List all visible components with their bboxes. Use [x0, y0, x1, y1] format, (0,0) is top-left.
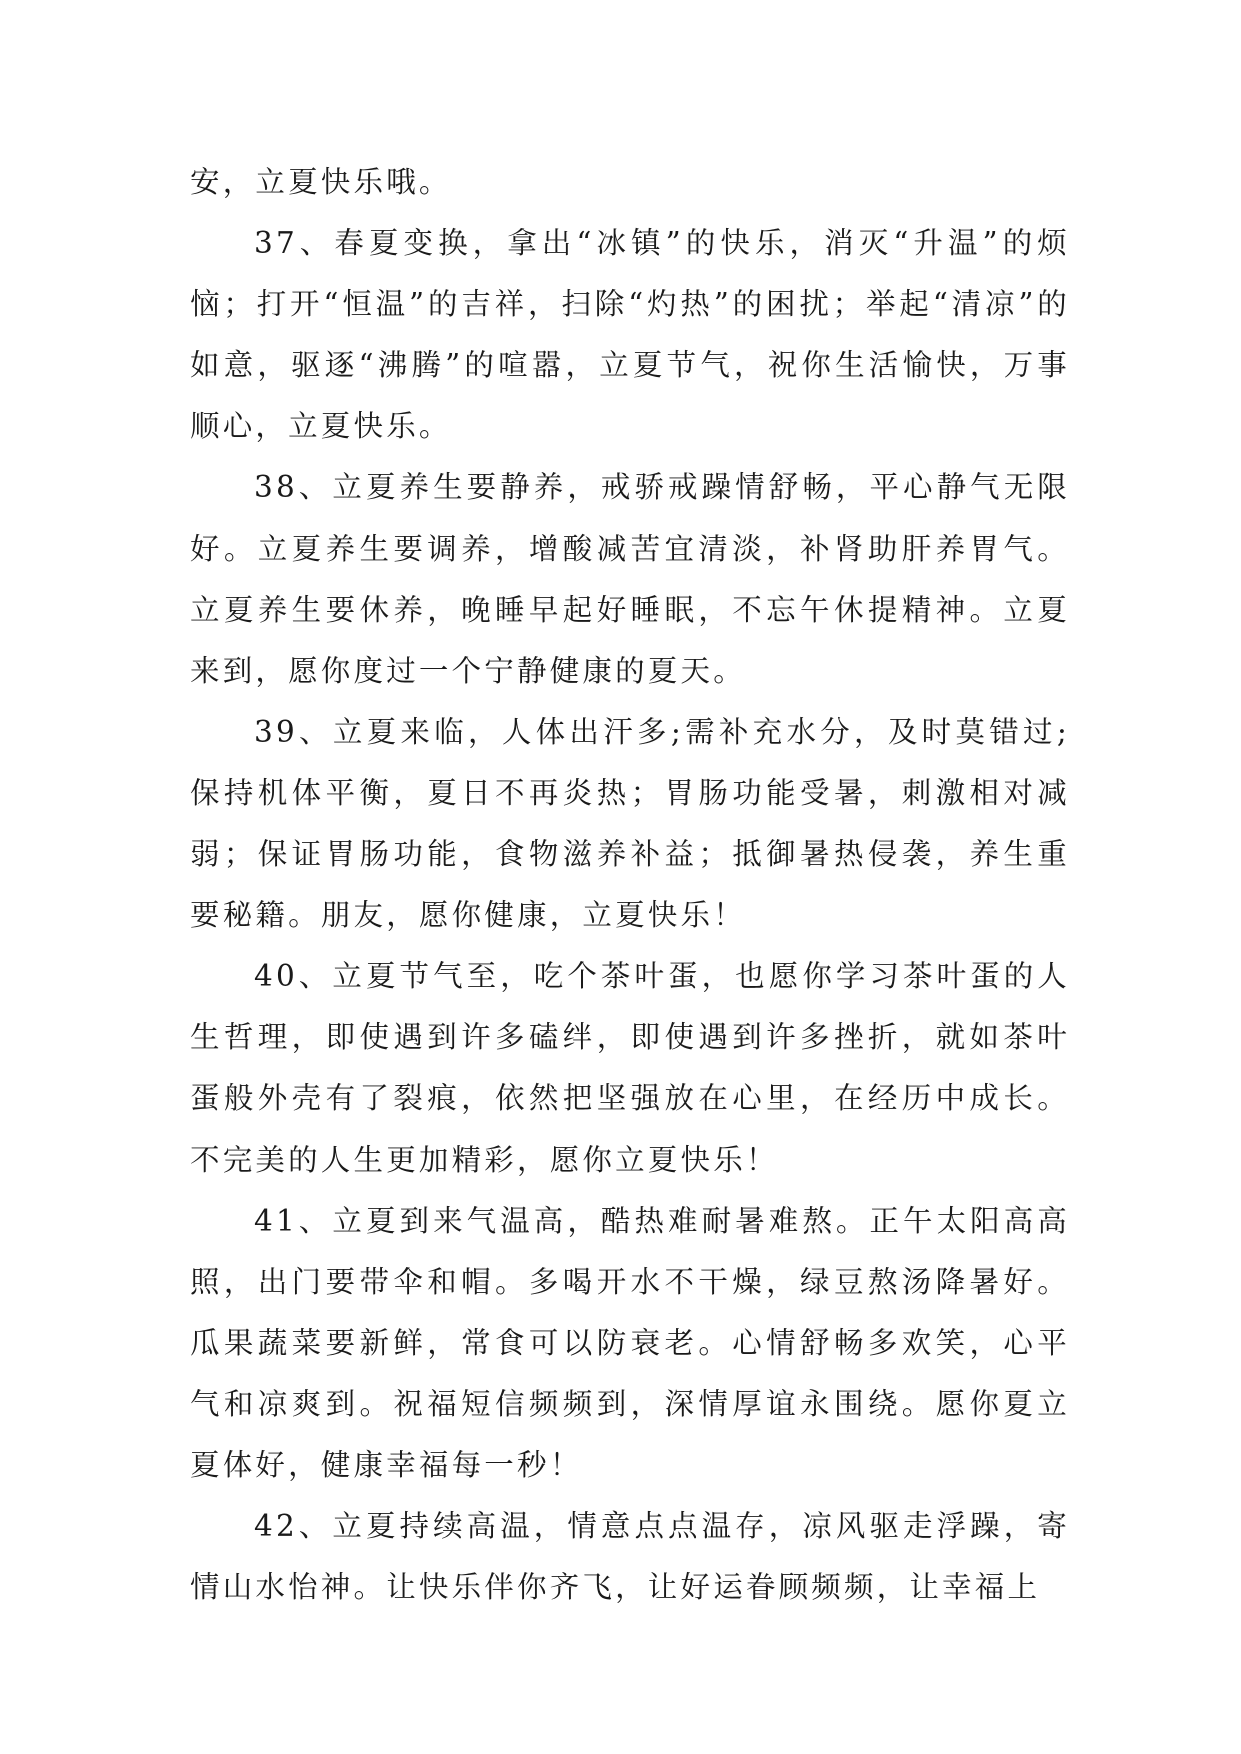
paragraph-38: 38、立夏养生要静养，戒骄戒躁情舒畅，平心静气无限好。立夏养生要调养，增酸减苦宜清淡，补肾助肝养胃气。立夏养生要休养，晚睡早起好睡眠，不忘午休提精神。立夏来到，愿你度过一个宁静健康的夏天。: [190, 470, 1070, 688]
document-body: [190, 152, 1070, 1618]
paragraph-42: 42、立夏持续高温，情意点点温存，凉风驱走浮躁，寄情山水怡神。让快乐伴你齐飞，让好运眷顾频频，让幸福上: [190, 1509, 1070, 1605]
paragraph-continuation: 安，立夏快乐哦。: [190, 165, 452, 199]
paragraph-37: 37、春夏变换，拿出“冰镇”的快乐，消灭“升温”的烦恼；打开“恒温”的吉祥，扫除“灼热”的困扰；举起“清凉”的如意，驱逐“沸腾”的喧嚣，立夏节气，祝你生活愉快，万事顺心，立夏快乐。: [190, 226, 1070, 444]
paragraph-41: 41、立夏到来气温高，酷热难耐暑难熬。正午太阳高高照，出门要带伞和帽。多喝开水不干燥，绿豆熬汤降暑好。瓜果蔬菜要新鲜，常食可以防衰老。心情舒畅多欢笑，心平气和凉爽到。祝福短信频频到，深情厚谊永围绕。愿你夏立夏体好，健康幸福每一秒！: [190, 1203, 1070, 1482]
paragraph-39: 39、立夏来临，人体出汗多;需补充水分，及时莫错过;保持机体平衡，夏日不再炎热；胃肠功能受暑，刺激相对减弱；保证胃肠功能，食物滋养补益；抵御暑热侵袭，养生重要秘籍。朋友，愿你健康，立夏快乐！: [190, 714, 1070, 933]
paragraph-40: 40、立夏节气至，吃个茶叶蛋，也愿你学习茶叶蛋的人生哲理，即使遇到许多磕绊，即使遇到许多挫折，就如茶叶蛋般外壳有了裂痕，依然把坚强放在心里，在经历中成长。不完美的人生更加精彩，愿你立夏快乐！: [190, 959, 1070, 1177]
